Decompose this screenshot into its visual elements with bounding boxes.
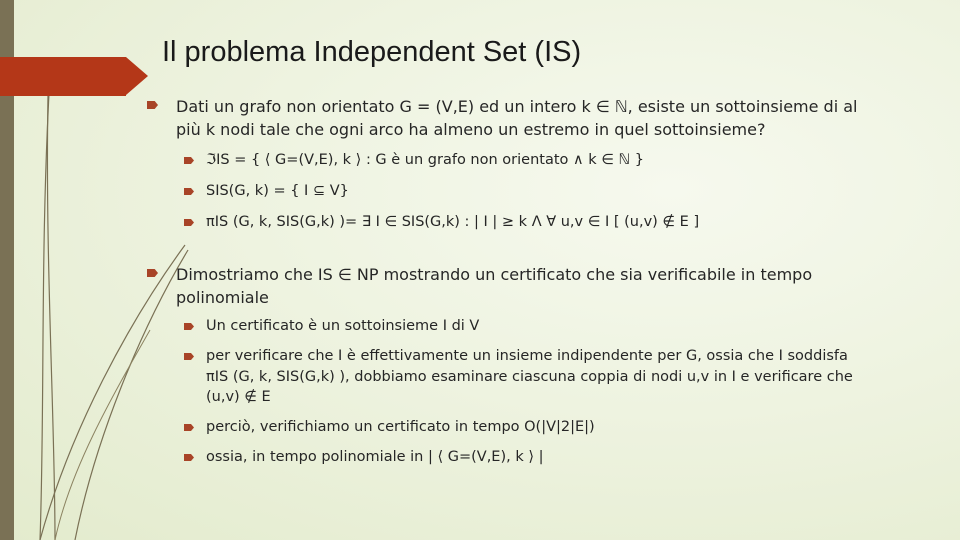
bullet-2-line-1: Dimostriamo che IS ∈ NP mostrando un certificato che sia verificabile in tempo (176, 265, 813, 284)
sub-bullet-ℑ-definition: ℑIS = { ⟨ G=(V,E), k ⟩ : G è un grafo non orientato ∧ k ∈ ℕ } (206, 152, 644, 168)
bullet-2-line-2: polinomiale (176, 288, 269, 307)
sub-bullet-certificate: Un certificato è un sottoinsieme I di V (206, 318, 480, 334)
sub-bullet-verify-line-2: πIS (G, k, SIS(G,k) ), dobbiamo esaminare ciascuna coppia di nodi u,v in I e verificare che (206, 369, 853, 385)
bullet-1-line-1: Dati un grafo non orientato G = (V,E) ed un intero k ∈ ℕ, esiste un sottoinsieme di al (176, 97, 858, 116)
title-accent-bar (0, 57, 126, 96)
slide-title: Il problema Independent Set (IS) (162, 36, 582, 68)
sub-bullet-time: perciò, verifichiamo un certificato in tempo O(|V|2|E|) (206, 419, 595, 435)
sub-bullet-verify-line-3: (u,v) ∉ E (206, 389, 271, 405)
bullet-1-line-2: più k nodi tale che ogni arco ha almeno un estremo in quel sottoinsieme? (176, 120, 766, 139)
sub-bullet-polynomial: ossia, in tempo polinomiale in | ⟨ G=(V,E), k ⟩ | (206, 449, 544, 465)
sub-bullet-s-definition: SIS(G, k) = { I ⊆ V} (206, 183, 349, 199)
sub-bullet-verify-line-1: per verificare che I è effettivamente un insieme indipendente per G, ossia che I soddisfa (206, 348, 848, 364)
sub-bullet-pi-definition: πIS (G, k, SIS(G,k) )= ∃ I ∈ SIS(G,k) : | I | ≥ k Λ ∀ u,v ∈ I [ (u,v) ∉ E ] (206, 214, 700, 230)
